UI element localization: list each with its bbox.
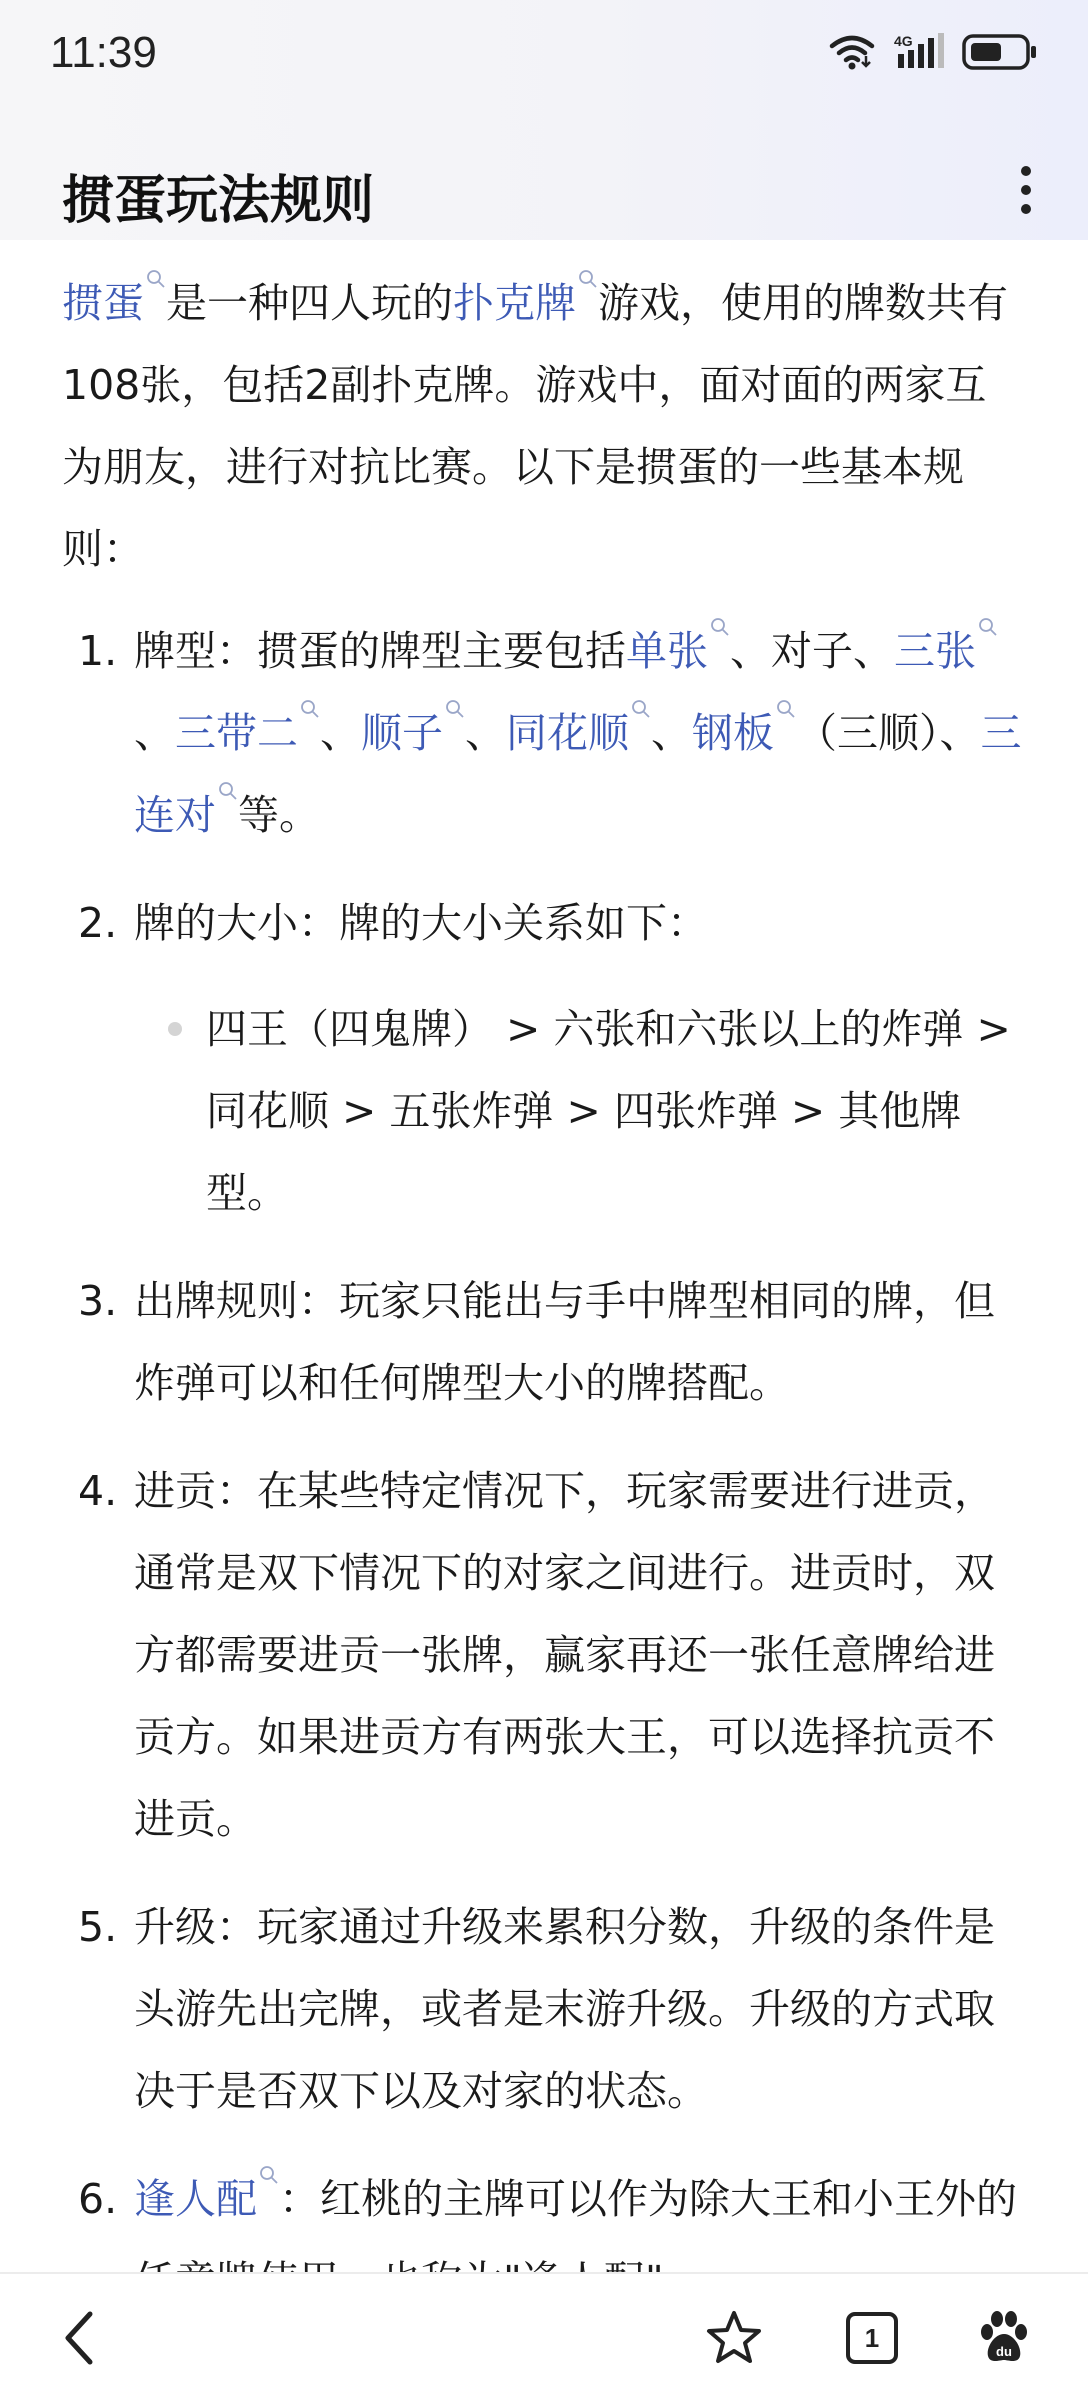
paragraph-text: （三顺）、 xyxy=(796,709,981,757)
keyword-link[interactable]: 逢人配 xyxy=(134,2175,257,2223)
article-content xyxy=(62,262,1022,2348)
paragraph-text: 、对子、 xyxy=(730,627,894,675)
more-options-button[interactable] xyxy=(998,154,1054,226)
intro-paragraph xyxy=(62,262,1022,590)
status-time: 11:39 xyxy=(50,28,157,77)
sub-list-item xyxy=(134,988,1022,1234)
rule-item xyxy=(62,1260,1022,1424)
paragraph-text: ：红桃的主牌可以作为除大王和小王外的 xyxy=(279,2175,1017,2223)
keyword-link[interactable]: 扑克牌 xyxy=(453,279,576,327)
keyword-link[interactable]: 钢板 xyxy=(692,709,774,757)
rule-number: 5. xyxy=(78,1903,118,1951)
keyword-link[interactable]: 单张 xyxy=(626,627,708,675)
sub-list xyxy=(134,988,1022,1234)
svg-text:du: du xyxy=(996,2344,1012,2359)
paragraph-text: 升级：玩家通过升级来累积分数，升级的条件是头游先出完牌，或者是末游升级。升级的方式取决于是否双下以及对家的状态。 xyxy=(134,1903,995,2115)
baidu-home-button[interactable] xyxy=(972,2306,1036,2370)
page-title: 掼蛋玩法规则 xyxy=(62,171,375,231)
search-mark-icon xyxy=(259,2165,279,2185)
network-label: 4G xyxy=(894,33,913,49)
page-header xyxy=(0,140,1088,240)
paragraph-text: 、 xyxy=(134,709,175,757)
search-mark-icon xyxy=(146,269,166,289)
rule-number: 6. xyxy=(78,2175,118,2223)
wifi-icon xyxy=(828,32,876,72)
bottom-nav-bar xyxy=(0,2272,1088,2402)
keyword-link[interactable]: 三带二 xyxy=(175,709,298,757)
more-icon-dot xyxy=(1021,204,1031,214)
keyword-link[interactable]: 三连对 xyxy=(134,709,1022,839)
back-button[interactable] xyxy=(48,2306,112,2370)
rule-number: 3. xyxy=(78,1277,118,1325)
search-mark-icon xyxy=(978,617,998,637)
star-icon xyxy=(704,2308,764,2368)
paragraph-text: 出牌规则：玩家只能出与手中牌型相同的牌，但炸弹可以和任何牌型大小的牌搭配。 xyxy=(134,1277,995,1407)
rule-item xyxy=(62,882,1022,1234)
rule-number: 1. xyxy=(78,627,118,675)
sub-list-text: 四王（四鬼牌） > 六张和六张以上的炸弹 > 同花顺 > 五张炸弹 > 四张炸弹 > 其他牌型。 xyxy=(206,1005,1011,1217)
baidu-paw-icon xyxy=(976,2310,1032,2366)
keyword-link[interactable]: 三张 xyxy=(894,627,976,675)
paragraph-text: 游戏，使用的牌数共有108张，包括2副扑克牌。游戏中，面对面的两家互为朋友，进行对抗比赛。以下是掼蛋的一些基本规则： xyxy=(62,279,1008,573)
search-mark-icon xyxy=(218,781,238,801)
paragraph-text: 、 xyxy=(651,709,692,757)
more-icon-dot xyxy=(1021,185,1031,195)
paragraph-text: 、 xyxy=(320,709,361,757)
status-icons xyxy=(828,32,1038,72)
signal-icon xyxy=(894,32,944,72)
search-mark-icon xyxy=(578,269,598,289)
rule-item xyxy=(62,1450,1022,1860)
rule-number: 4. xyxy=(78,1467,118,1515)
bookmark-button[interactable] xyxy=(702,2306,766,2370)
back-icon xyxy=(60,2310,100,2366)
more-icon-dot xyxy=(1021,166,1031,176)
rules-list xyxy=(62,610,1022,2322)
rule-number: 2. xyxy=(78,899,118,947)
keyword-link[interactable]: 掼蛋 xyxy=(62,279,144,327)
search-mark-icon xyxy=(776,699,796,719)
paragraph-text: 、 xyxy=(465,709,506,757)
bullet-icon xyxy=(168,1022,182,1036)
keyword-link[interactable]: 同花顺 xyxy=(506,709,629,757)
tabs-icon: 1 xyxy=(846,2312,898,2364)
keyword-link[interactable]: 顺子 xyxy=(361,709,443,757)
search-mark-icon xyxy=(710,617,730,637)
rule-item xyxy=(62,1886,1022,2132)
paragraph-text: 进贡：在某些特定情况下，玩家需要进行进贡，通常是双下情况下的对家之间进行。进贡时，双方都需要进贡一张牌，赢家再还一张任意牌给进贡方。如果进贡方有两张大王，可以选择抗贡不进贡。 xyxy=(134,1467,995,1843)
battery-icon xyxy=(962,32,1038,72)
search-mark-icon xyxy=(631,699,651,719)
tabs-button[interactable] xyxy=(840,2306,904,2370)
paragraph-text: 牌的大小：牌的大小关系如下： xyxy=(134,899,708,947)
paragraph-text: 牌型：掼蛋的牌型主要包括 xyxy=(134,627,626,675)
paragraph-text: 等。 xyxy=(238,791,320,839)
rule-item xyxy=(62,610,1022,856)
status-bar xyxy=(0,0,1088,110)
search-mark-icon xyxy=(445,699,465,719)
paragraph-text: 是一种四人玩的 xyxy=(166,279,453,327)
search-mark-icon xyxy=(300,699,320,719)
